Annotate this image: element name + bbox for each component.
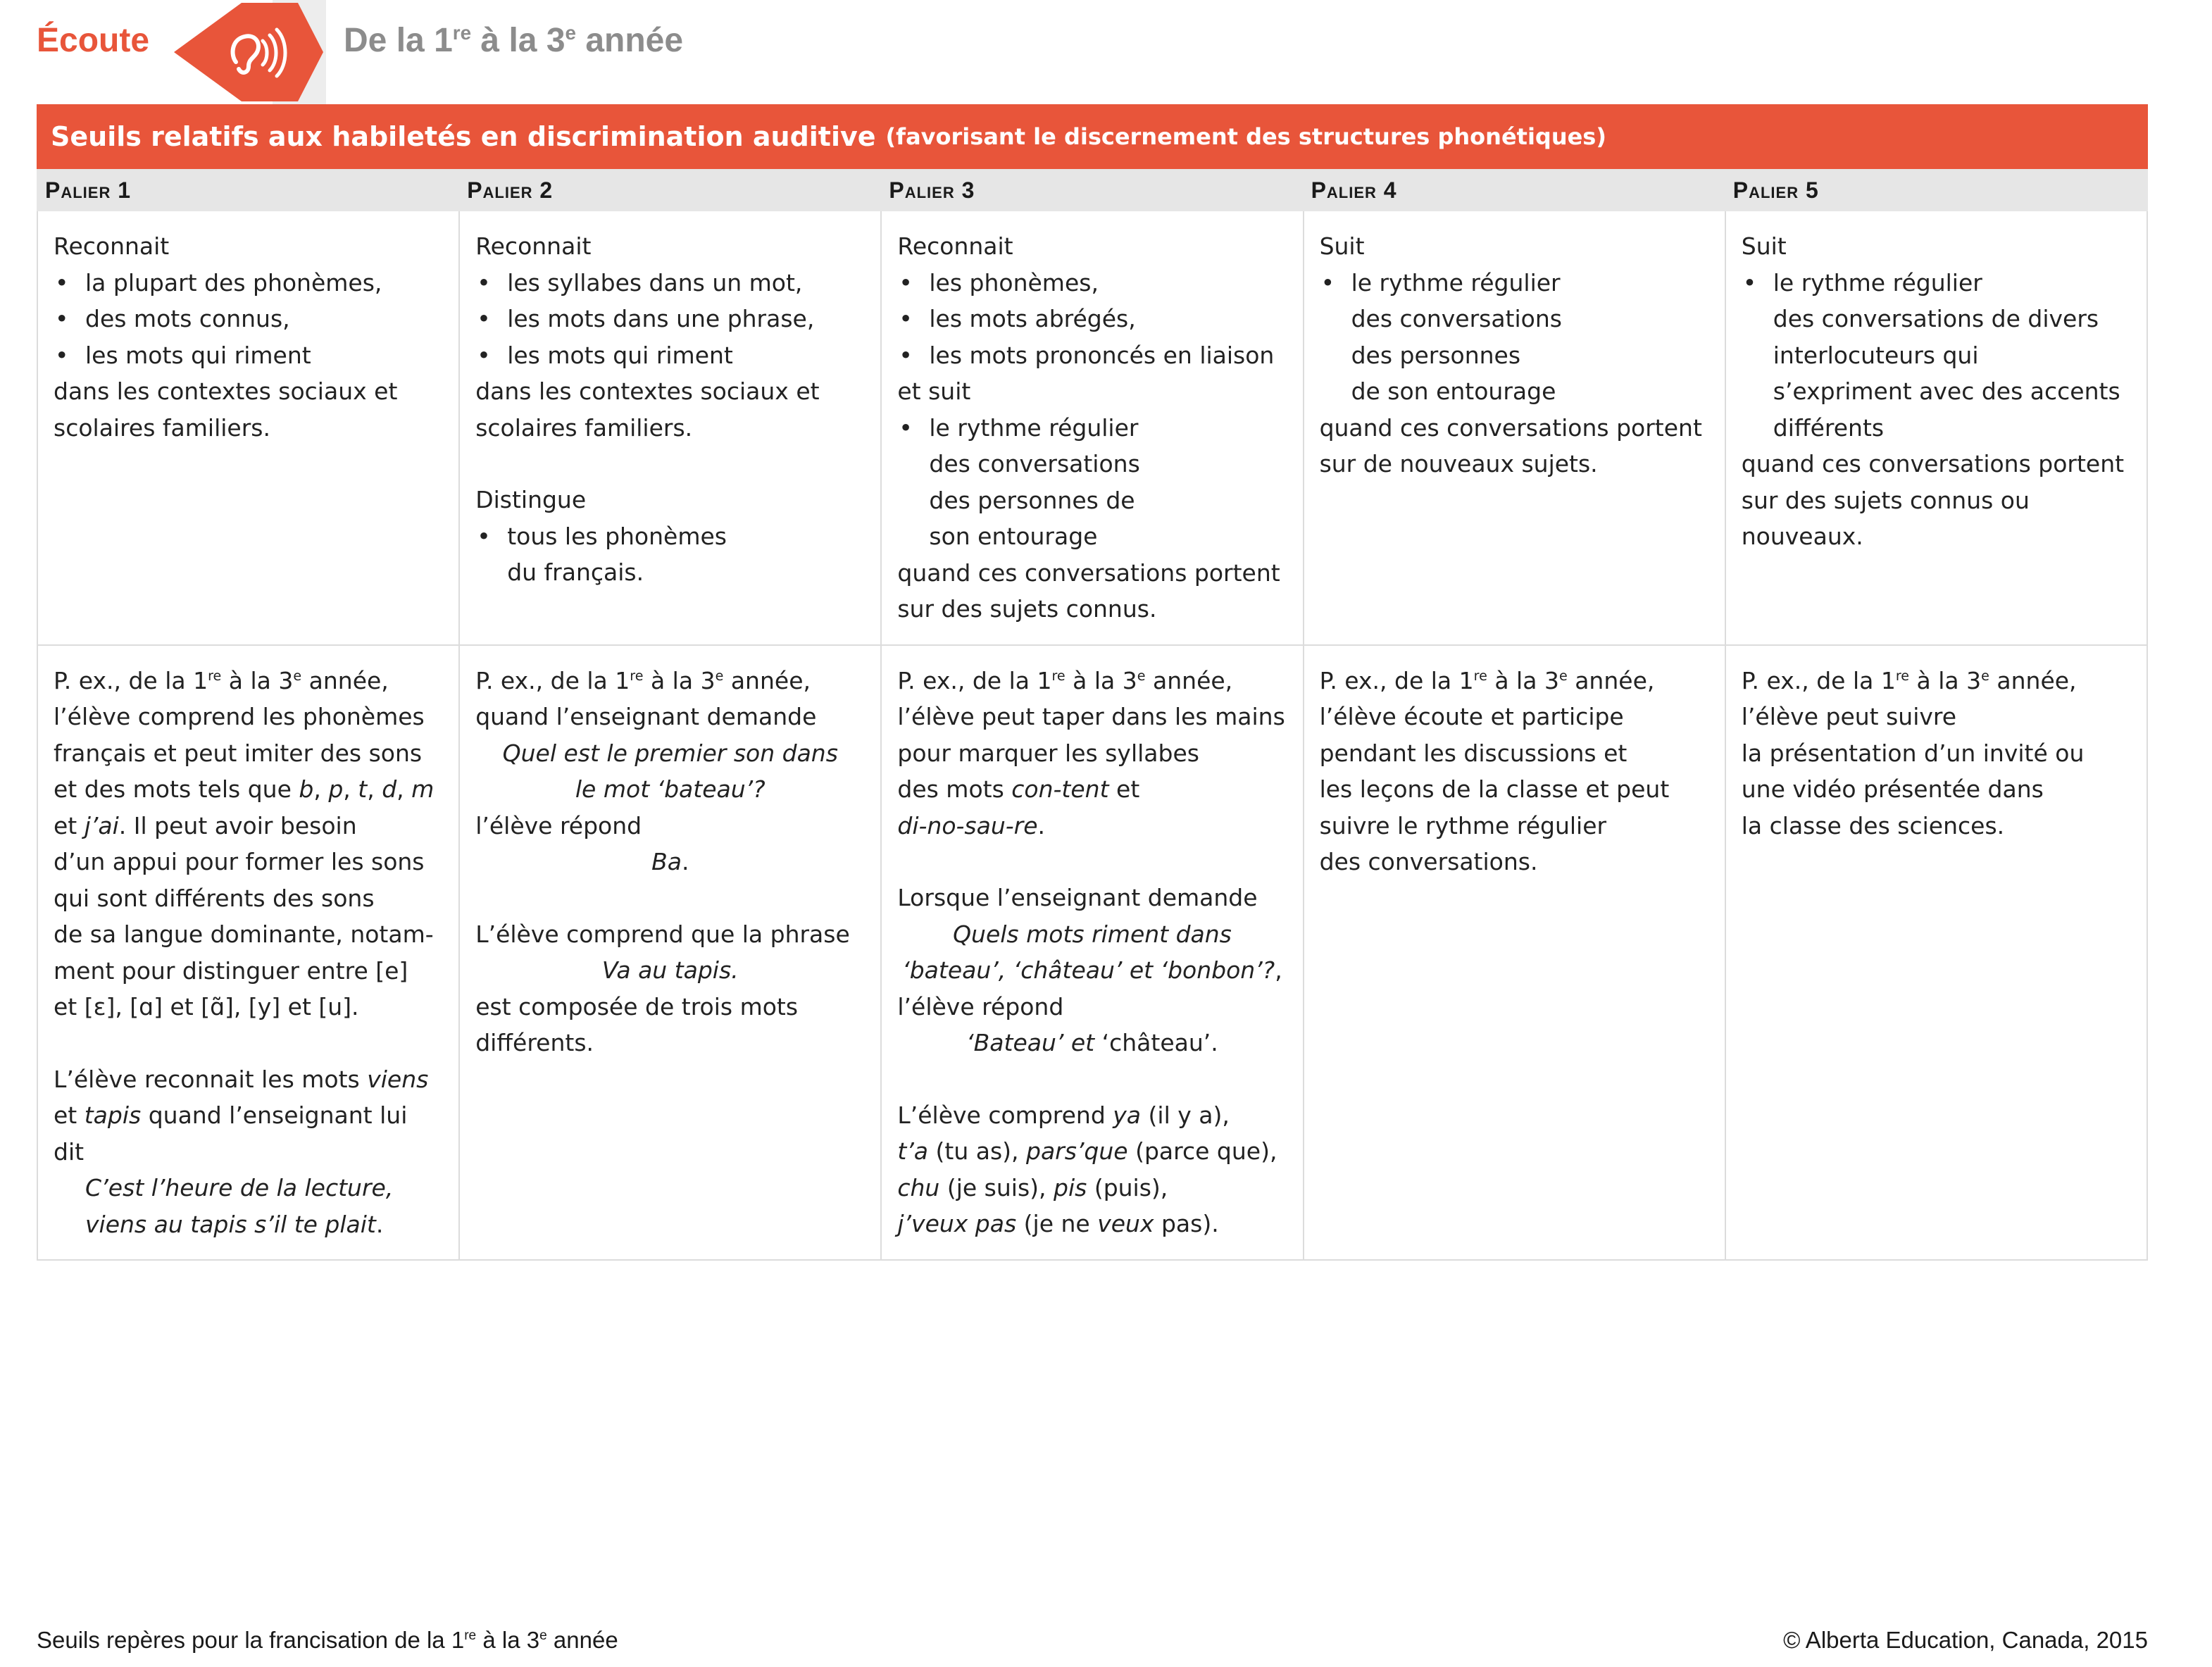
cell-text: s’expriment avec des accents [1773, 377, 2120, 405]
cell-text: scolaires familiers. [475, 413, 693, 442]
bullet-list [1320, 265, 1709, 301]
example-cell-palier-4 [1304, 645, 1725, 1261]
column-header-palier-5: Palier 5 [1725, 170, 2147, 211]
cell-text: di-no-sau-re. [897, 811, 1046, 839]
quote-text: le mot ‘bateau’? [575, 775, 766, 803]
cell-text: dans les contextes sociaux et [475, 377, 820, 405]
column-header-palier-2: Palier 2 [459, 170, 881, 211]
answer-text: ‘Bateau’ et ‘château’. [966, 1029, 1218, 1056]
cell-text: différents. [475, 1029, 594, 1056]
cell-text: scolaires familiers. [54, 413, 270, 442]
column-header-palier-4: Palier 4 [1304, 170, 1725, 211]
column-header-palier-3: Palier 3 [881, 170, 1303, 211]
example-cell-palier-2 [459, 645, 881, 1261]
list-item: • les mots abrégés, [897, 301, 1287, 337]
cell-text: suivre le rythme régulier [1319, 811, 1607, 839]
threshold-cell-palier-4 [1304, 211, 1725, 645]
cell-verb: Suit [1741, 232, 1787, 260]
list-item: • tous les phonèmes [475, 518, 865, 555]
bullet-list [475, 518, 865, 555]
list-item: • les phonèmes, [897, 265, 1287, 301]
cell-text: des conversations. [1319, 848, 1538, 875]
cell-verb: Reconnait [54, 232, 170, 260]
cell-text: pendant les discussions et [1319, 739, 1627, 767]
cell-text: l’élève répond [475, 811, 642, 839]
list-item: • les mots qui riment [475, 337, 865, 374]
cell-text: est composée de trois mots [475, 992, 799, 1020]
cell-text: des conversations [1351, 305, 1562, 332]
example-cell-palier-5 [1725, 645, 2147, 1261]
cell-text: j’veux pas (je ne veux pas). [897, 1210, 1219, 1237]
cell-text: et suit [897, 377, 971, 405]
bullet-list [475, 265, 865, 374]
cell-text: dit [54, 1137, 85, 1166]
cell-verb: Distingue [475, 486, 587, 513]
cell-text: une vidéo présentée dans [1741, 775, 2044, 803]
cell-text: des mots con-tent et [897, 775, 1140, 803]
example-lead: P. ex., de la 1re à la 3e année, [897, 666, 1233, 694]
cell-text: et des mots tels que b, p, t, d, m [54, 775, 435, 803]
section-title: Écoute [37, 22, 150, 59]
answer-text: Ba. [651, 848, 689, 875]
cell-text: chu (je suis), pis (puis), [897, 1173, 1168, 1201]
cell-text: quand ces conversations portent [897, 558, 1280, 587]
cell-text: pour marquer les syllabes [897, 739, 1199, 767]
cell-text: et [ɛ], [ɑ] et [ɑ̃], [y] et [u]. [54, 993, 359, 1020]
cell-text: L’élève comprend ya (il y a), [897, 1101, 1230, 1129]
cell-text: différents [1773, 413, 1885, 442]
example-cell-palier-3 [881, 645, 1303, 1261]
ear-sound-icon [174, 0, 326, 104]
cell-text: nouveaux. [1741, 523, 1863, 550]
cell-text: ment pour distinguer entre [e] [54, 956, 408, 985]
threshold-row [37, 211, 2147, 645]
cell-text: sur de nouveaux sujets. [1319, 450, 1598, 477]
list-item: • les mots dans une phrase, [475, 301, 865, 337]
list-item: • le rythme régulier [1742, 265, 2131, 301]
cell-text: l’élève comprend les phonèmes [54, 703, 425, 730]
cell-text: sur des sujets connus ou [1741, 486, 2030, 514]
bullet-list [897, 410, 1287, 447]
cell-verb: Reconnait [475, 232, 592, 260]
list-item: • la plupart des phonèmes, [54, 265, 443, 301]
cell-text: l’élève peut taper dans les mains [897, 703, 1285, 730]
example-lead: P. ex., de la 1re à la 3e année, [1319, 666, 1655, 694]
cell-text: français et peut imiter des sons [54, 739, 423, 767]
quote-text: ‘bateau’, ‘château’ et ‘bonbon’?, [902, 956, 1282, 984]
quote-text: Quels mots riment dans [953, 920, 1232, 948]
table-banner [37, 104, 2148, 169]
cell-text: les leçons de la classe et peut [1319, 775, 1670, 803]
bullet-list [54, 265, 443, 374]
cell-text: interlocuteurs qui [1773, 341, 1979, 369]
list-item: • le rythme régulier [897, 410, 1287, 447]
quote-text: viens au tapis s’il te plait. [85, 1210, 384, 1238]
example-lead: P. ex., de la 1re à la 3e année, [1741, 666, 2077, 694]
cell-verb: Suit [1319, 232, 1365, 260]
bullet-list [1742, 265, 2131, 301]
example-row [37, 645, 2147, 1261]
example-lead: P. ex., de la 1re à la 3e année, [475, 666, 811, 694]
cell-text: du français. [507, 558, 644, 586]
cell-text: sur des sujets connus. [897, 595, 1157, 623]
cell-text: et tapis quand l’enseignant lui [54, 1101, 408, 1129]
cell-text: de son entourage [1351, 377, 1556, 405]
list-item: • le rythme régulier [1320, 265, 1709, 301]
cell-text: quand l’enseignant demande [475, 703, 817, 730]
quote-text: Quel est le premier son dans [502, 739, 838, 767]
banner-subtitle: (favorisant le discernement des structures phonétiques) [885, 123, 1606, 150]
banner-title: Seuils relatifs aux habiletés en discrimination auditive [51, 121, 876, 152]
grade-range: De la 1re à la 3e année [344, 22, 684, 59]
header-row [37, 170, 2147, 211]
cell-text: l’élève peut suivre [1741, 703, 1957, 730]
list-item: • les syllabes dans un mot, [475, 265, 865, 301]
cell-text: l’élève écoute et participe [1319, 703, 1624, 730]
cell-text: dans les contextes sociaux et [54, 377, 398, 405]
cell-text: de sa langue dominante, notam- [54, 920, 434, 948]
cell-verb: Reconnait [897, 232, 1013, 260]
cell-text: son entourage [929, 523, 1098, 550]
cell-text: et j’ai. Il peut avoir besoin [54, 811, 357, 839]
footer-copyright: © Alberta Education, Canada, 2015 [1783, 1627, 2148, 1653]
cell-text: quand ces conversations portent [1741, 450, 2125, 477]
list-item: • les mots prononcés en liaison [897, 337, 1287, 374]
cell-text: des conversations de divers [1773, 305, 2099, 332]
cell-text: l’élève répond [897, 992, 1064, 1020]
cell-text: t’a (tu as), pars’que (parce que), [897, 1137, 1277, 1165]
cell-text: L’élève reconnait les mots viens [54, 1065, 429, 1093]
cell-text: Lorsque l’enseignant demande [897, 884, 1258, 911]
quote-text: C’est l’heure de la lecture, [85, 1174, 394, 1201]
column-header-palier-1: Palier 1 [37, 170, 459, 211]
list-item: • les mots qui riment [54, 337, 443, 374]
threshold-cell-palier-5 [1725, 211, 2147, 645]
threshold-table [37, 169, 2148, 1261]
footer-title: Seuils repères pour la francisation de la 1re à la 3e année [37, 1627, 618, 1653]
cell-text: la présentation d’un invité ou [1741, 739, 2085, 767]
cell-text: des personnes de [929, 486, 1135, 514]
threshold-cell-palier-1 [37, 211, 459, 645]
cell-text: la classe des sciences. [1741, 811, 2005, 839]
example-lead: P. ex., de la 1re à la 3e année, [54, 666, 389, 694]
cell-text: L’élève comprend que la phrase [475, 920, 850, 948]
list-item: • des mots connus, [54, 301, 443, 337]
cell-text: d’un appui pour former les sons [54, 848, 425, 875]
cell-text: des personnes [1351, 341, 1521, 369]
bullet-list [897, 265, 1287, 374]
threshold-cell-palier-3 [881, 211, 1303, 645]
cell-text: qui sont différents des sons [54, 884, 375, 912]
quote-text: Va au tapis. [601, 956, 739, 984]
example-cell-palier-1 [37, 645, 459, 1261]
cell-text: quand ces conversations portent [1319, 413, 1702, 442]
threshold-cell-palier-2 [459, 211, 881, 645]
cell-text: des conversations [929, 450, 1140, 477]
